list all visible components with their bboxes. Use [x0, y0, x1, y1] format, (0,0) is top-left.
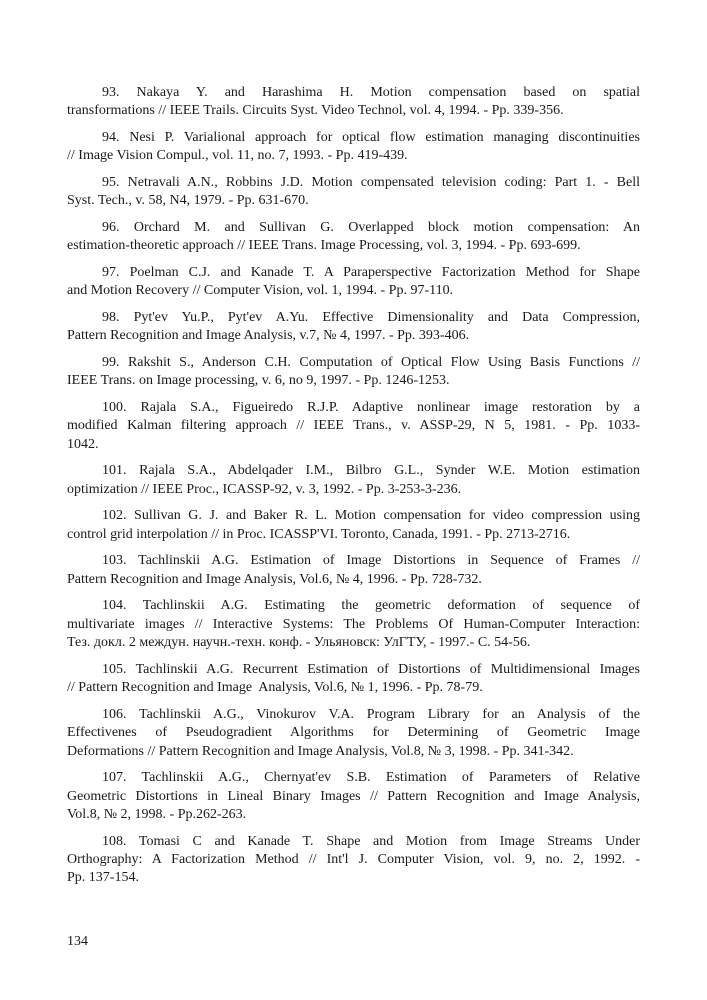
reference-line: Pp. 137-154. [67, 870, 139, 886]
reference-line: Orthography: A Factorization Method // Int'l J. Computer Vision, vol. 9, no. 2, 1992. - [67, 852, 640, 868]
reference-item [67, 462, 640, 499]
reference-item [67, 552, 640, 589]
reference-item [67, 174, 640, 211]
reference-line: 106. Tachlinskii A.G., Vinokurov V.A. Program Library for an Analysis of the [102, 706, 640, 722]
reference-item [67, 597, 640, 652]
reference-line: transformations // IEEE Trails. Circuits Syst. Video Technol, vol. 4, 1994. - Pp. 339-356. [67, 103, 564, 119]
reference-line: 93. Nakaya Y. and Harashima H. Motion compensation based on spatial [102, 85, 640, 100]
reference-line: 1042. [67, 436, 99, 452]
reference-item [67, 129, 640, 166]
reference-line: 98. Pyt'ev Yu.P., Pyt'ev A.Yu. Effective Dimensionality and Data Compression, [102, 310, 640, 325]
reference-line: 105. Tachlinskii A.G. Recurrent Estimation of Distortions of Multidimensional Images [102, 661, 640, 677]
reference-line: 102. Sullivan G. J. and Baker R. L. Motion compensation for video compression using [102, 508, 640, 524]
reference-line: 99. Rakshit S., Anderson C.H. Computation of Optical Flow Using Basis Functions // [102, 355, 640, 370]
reference-item [67, 769, 640, 824]
reference-line: 100. Rajala S.A., Figueiredo R.J.P. Adaptive nonlinear image restoration by a [102, 400, 640, 415]
reference-item [67, 706, 640, 761]
reference-line: Deformations // Pattern Recognition and Image Analysis, Vol.8, № 3, 1998. - Pp. 341-342. [67, 743, 574, 759]
reference-line: 94. Nesi P. Varialional approach for optical flow estimation managing discontinuities [102, 130, 640, 145]
reference-line: // Pattern Recognition and Image Analysis, Vol.6, № 1, 1996. - Pp. 78-79. [67, 680, 483, 696]
reference-item [67, 219, 640, 256]
reference-line: 101. Rajala S.A., Abdelqader I.M., Bilbro G.L., Synder W.E. Motion estimation [102, 463, 640, 479]
reference-line: Syst. Tech., v. 58, N4, 1979. - Pp. 631-670. [67, 193, 309, 209]
reference-item [67, 661, 640, 698]
reference-line: 104. Tachlinskii A.G. Estimating the geometric deformation of sequence of [102, 598, 640, 614]
reference-line: 103. Tachlinskii A.G. Estimation of Image Distortions in Sequence of Frames // [102, 553, 640, 569]
reference-line: multivariate images // Interactive Systems: The Problems Of Human-Computer Interaction: [67, 616, 640, 632]
reference-line: and Motion Recovery // Computer Vision, vol. 1, 1994. - Pp. 97-110. [67, 283, 454, 299]
reference-line: Geometric Distortions in Lineal Binary Images // Pattern Recognition and Image Analysis, [67, 788, 640, 804]
reference-item [67, 354, 640, 391]
reference-item [67, 309, 640, 346]
reference-line: control grid interpolation // in Proc. ICASSP'VI. Toronto, Canada, 1991. - Pp. 2713-2716. [67, 526, 571, 542]
reference-line: Тез. докл. 2 междун. научн.-техн. конф. - Ульяновск: УлГТУ, - 1997.- С. 54-56. [67, 635, 531, 651]
page-number: 134 [67, 934, 88, 949]
reference-line: IEEE Trans. on Image processing, v. 6, no 9, 1997. - Pp. 1246-1253. [67, 373, 450, 389]
reference-item [67, 399, 640, 454]
reference-line: 95. Netravali A.N., Robbins J.D. Motion compensated television coding: Part 1. - Bell [102, 175, 640, 190]
reference-line: 108. Tomasi C and Kanade T. Shape and Motion from Image Streams Under [102, 833, 640, 849]
reference-item [67, 833, 640, 888]
references-list [67, 84, 640, 896]
reference-line: 107. Tachlinskii A.G., Chernyat'ev S.B. Estimation of Parameters of Relative [102, 770, 640, 786]
reference-item [67, 264, 640, 301]
reference-line: modified Kalman filtering approach // IEEE Trans., v. ASSP-29, N 5, 1981. - Pp. 1033- [67, 418, 640, 434]
reference-line: Pattern Recognition and Image Analysis, Vol.6, № 4, 1996. - Pp. 728-732. [67, 571, 482, 587]
reference-line: Effectivenes of Pseudogradient Algorithms for Determining of Geometric Image [67, 725, 640, 741]
reference-line: // Image Vision Compul., vol. 11, no. 7, 1993. - Pp. 419-439. [67, 148, 408, 164]
reference-item [67, 507, 640, 544]
reference-item [67, 84, 640, 121]
reference-line: 96. Orchard M. and Sullivan G. Overlapped block motion compensation: An [102, 220, 640, 235]
reference-line: estimation-theoretic approach // IEEE Trans. Image Processing, vol. 3, 1994. - Pp. 693-699. [67, 238, 581, 254]
reference-line: optimization // IEEE Proc., ICASSP-92, v. 3, 1992. - Pp. 3-253-3-236. [67, 481, 462, 497]
reference-line: Pattern Recognition and Image Analysis, v.7, № 4, 1997. - Pp. 393-406. [67, 328, 470, 344]
reference-line: Vol.8, № 2, 1998. - Pp.262-263. [67, 807, 247, 823]
reference-line: 97. Poelman C.J. and Kanade T. A Paraperspective Factorization Method for Shape [102, 265, 640, 280]
